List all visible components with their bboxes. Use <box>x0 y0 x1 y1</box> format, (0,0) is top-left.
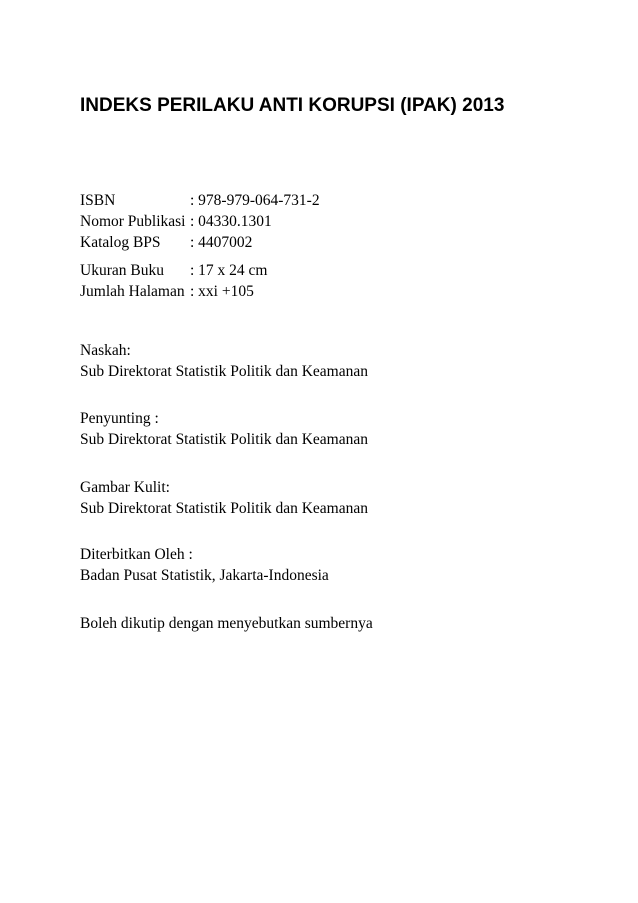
meta-value: : 04330.1301 <box>190 213 272 230</box>
meta-value: : 4407002 <box>190 234 253 251</box>
section-text: Sub Direktorat Statistik Politik dan Keamanan <box>80 431 368 448</box>
meta-row-catalog <box>80 232 320 253</box>
meta-row-page-count <box>80 281 268 302</box>
page-title: INDEKS PERILAKU ANTI KORUPSI (IPAK) 2013 <box>80 95 505 116</box>
section-heading: Naskah: <box>80 342 131 359</box>
meta-row-publication-number <box>80 211 320 232</box>
meta-label: Ukuran Buku <box>80 262 164 279</box>
meta-label: ISBN <box>80 192 116 209</box>
section-heading: Gambar Kulit: <box>80 479 170 496</box>
section-publisher <box>80 544 329 586</box>
meta-row-isbn <box>80 190 320 211</box>
meta-value: : 978-979-064-731-2 <box>190 192 320 209</box>
meta-label: Katalog BPS <box>80 234 161 251</box>
meta-value: : xxi +105 <box>190 283 254 300</box>
section-manuscript <box>80 340 368 382</box>
section-heading: Diterbitkan Oleh : <box>80 546 193 563</box>
publication-info <box>80 190 320 253</box>
section-editor <box>80 408 368 450</box>
meta-row-book-size <box>80 260 268 281</box>
meta-label: Nomor Publikasi <box>80 213 186 230</box>
section-heading: Penyunting : <box>80 410 159 427</box>
meta-label: Jumlah Halaman <box>80 283 185 300</box>
book-dimensions-info <box>80 260 268 302</box>
section-text: Sub Direktorat Statistik Politik dan Keamanan <box>80 500 368 517</box>
section-text: Sub Direktorat Statistik Politik dan Keamanan <box>80 363 368 380</box>
section-text: Badan Pusat Statistik, Jakarta-Indonesia <box>80 567 329 584</box>
section-cover-image <box>80 477 368 519</box>
meta-value: : 17 x 24 cm <box>190 262 268 279</box>
citation-note: Boleh dikutip dengan menyebutkan sumbernya <box>80 615 373 632</box>
